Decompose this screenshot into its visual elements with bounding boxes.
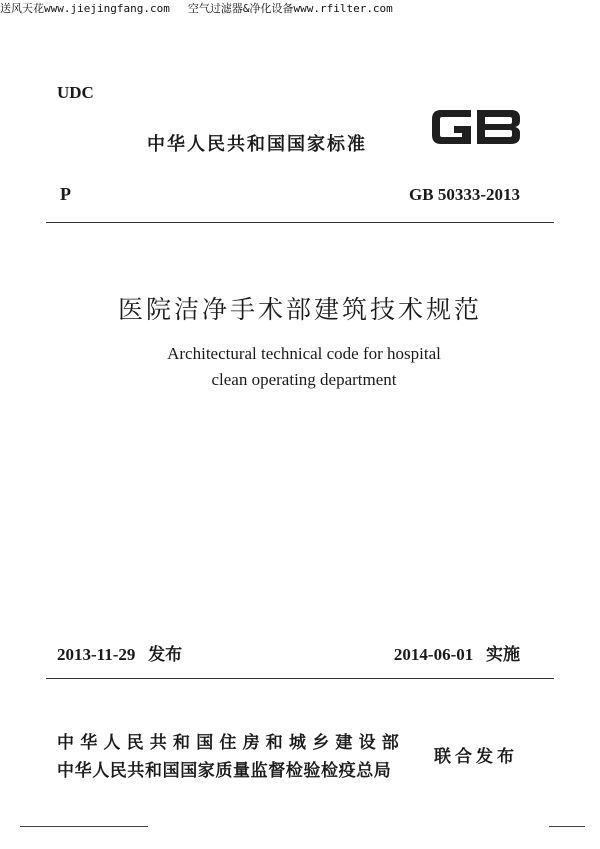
header-divider	[46, 222, 554, 223]
issue-label: 发布	[148, 645, 183, 665]
document-title-chinese: 医院洁净手术部建筑技术规范	[117, 295, 482, 324]
issue-date: 2013-11-29	[57, 645, 136, 664]
bottom-rule-left	[20, 826, 148, 827]
watermark-right-link[interactable]: 空气过滤器&净化设备www.rfilter.com	[187, 2, 393, 15]
classification-code: P	[60, 184, 71, 204]
publisher-2: 中华人民共和国国家质量监督检验检疫总局	[57, 761, 392, 781]
watermark-banner	[0, 0, 393, 16]
watermark-left-link[interactable]: 送风天花www.jiejingfang.com	[0, 2, 170, 15]
standard-number: GB 50333-2013	[409, 185, 520, 204]
udc-label: UDC	[57, 83, 94, 102]
standard-type-title: 中华人民共和国国家标准	[147, 134, 367, 155]
implement-date: 2014-06-01	[393, 645, 474, 664]
gb-logo	[427, 102, 525, 152]
footer-divider	[46, 678, 554, 679]
bottom-rule-right	[549, 826, 585, 827]
issue-date-block	[57, 640, 182, 665]
english-title-line-2: clean operating department	[211, 370, 397, 389]
implement-label: 实施	[486, 645, 520, 665]
english-title-line-1: Architectural technical code for hospital	[167, 344, 441, 363]
document-title-english	[0, 341, 600, 393]
publisher-list	[57, 729, 405, 785]
publisher-1: 中华人民共和国住房和城乡建设部	[57, 733, 405, 753]
joint-publication-label: 联合发布	[434, 747, 518, 767]
implement-date-block	[394, 640, 520, 665]
